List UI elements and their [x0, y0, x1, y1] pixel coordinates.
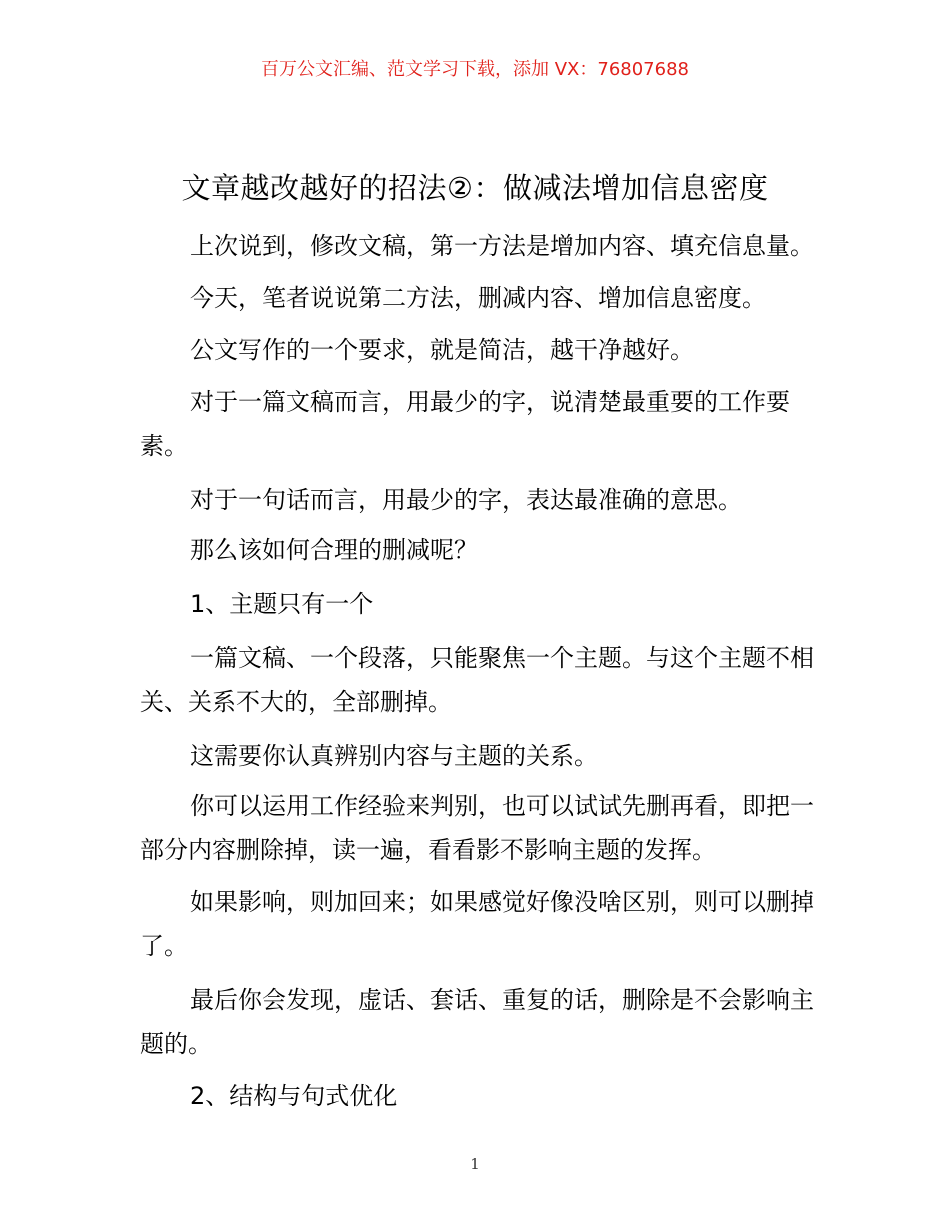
paragraph: 对于一句话而言，用最少的字，表达最准确的意思。: [190, 486, 742, 514]
paragraph: 对于一篇文稿而言，用最少的字，说清楚最重要的工作要素。: [140, 388, 790, 460]
paragraph: 如果影响，则加回来；如果感觉好像没啥区别，则可以删掉了。: [140, 888, 814, 960]
page-number: 1: [470, 1155, 480, 1173]
document-title: 文章越改越好的招法②：做减法增加信息密度: [181, 171, 769, 205]
paragraph: 这需要你认真辨别内容与主题的关系。: [190, 742, 598, 770]
paragraph: 那么该如何合理的删减呢？: [190, 536, 478, 564]
section-heading: 1、主题只有一个: [190, 590, 374, 618]
paragraph: 公文写作的一个要求，就是简洁，越干净越好。: [190, 336, 694, 364]
paragraph: 今天，笔者说说第二方法，删减内容、增加信息密度。: [190, 284, 766, 312]
header-watermark-text: 百万公文汇编、范文学习下载，添加 VX：76807688: [261, 59, 689, 80]
section-heading: 2、结构与句式优化: [190, 1082, 398, 1110]
paragraph: 最后你会发现，虚话、套话、重复的话，删除是不会影响主题的。: [140, 986, 814, 1058]
paragraph: 上次说到，修改文稿，第一方法是增加内容、填充信息量。: [190, 232, 814, 260]
paragraph: 你可以运用工作经验来判别，也可以试试先删再看，即把一部分内容删除掉，读一遍，看看影不影响主题的发挥。: [140, 792, 814, 864]
paragraph: 一篇文稿、一个段落，只能聚焦一个主题。与这个主题不相关、关系不大的，全部删掉。: [140, 644, 814, 716]
